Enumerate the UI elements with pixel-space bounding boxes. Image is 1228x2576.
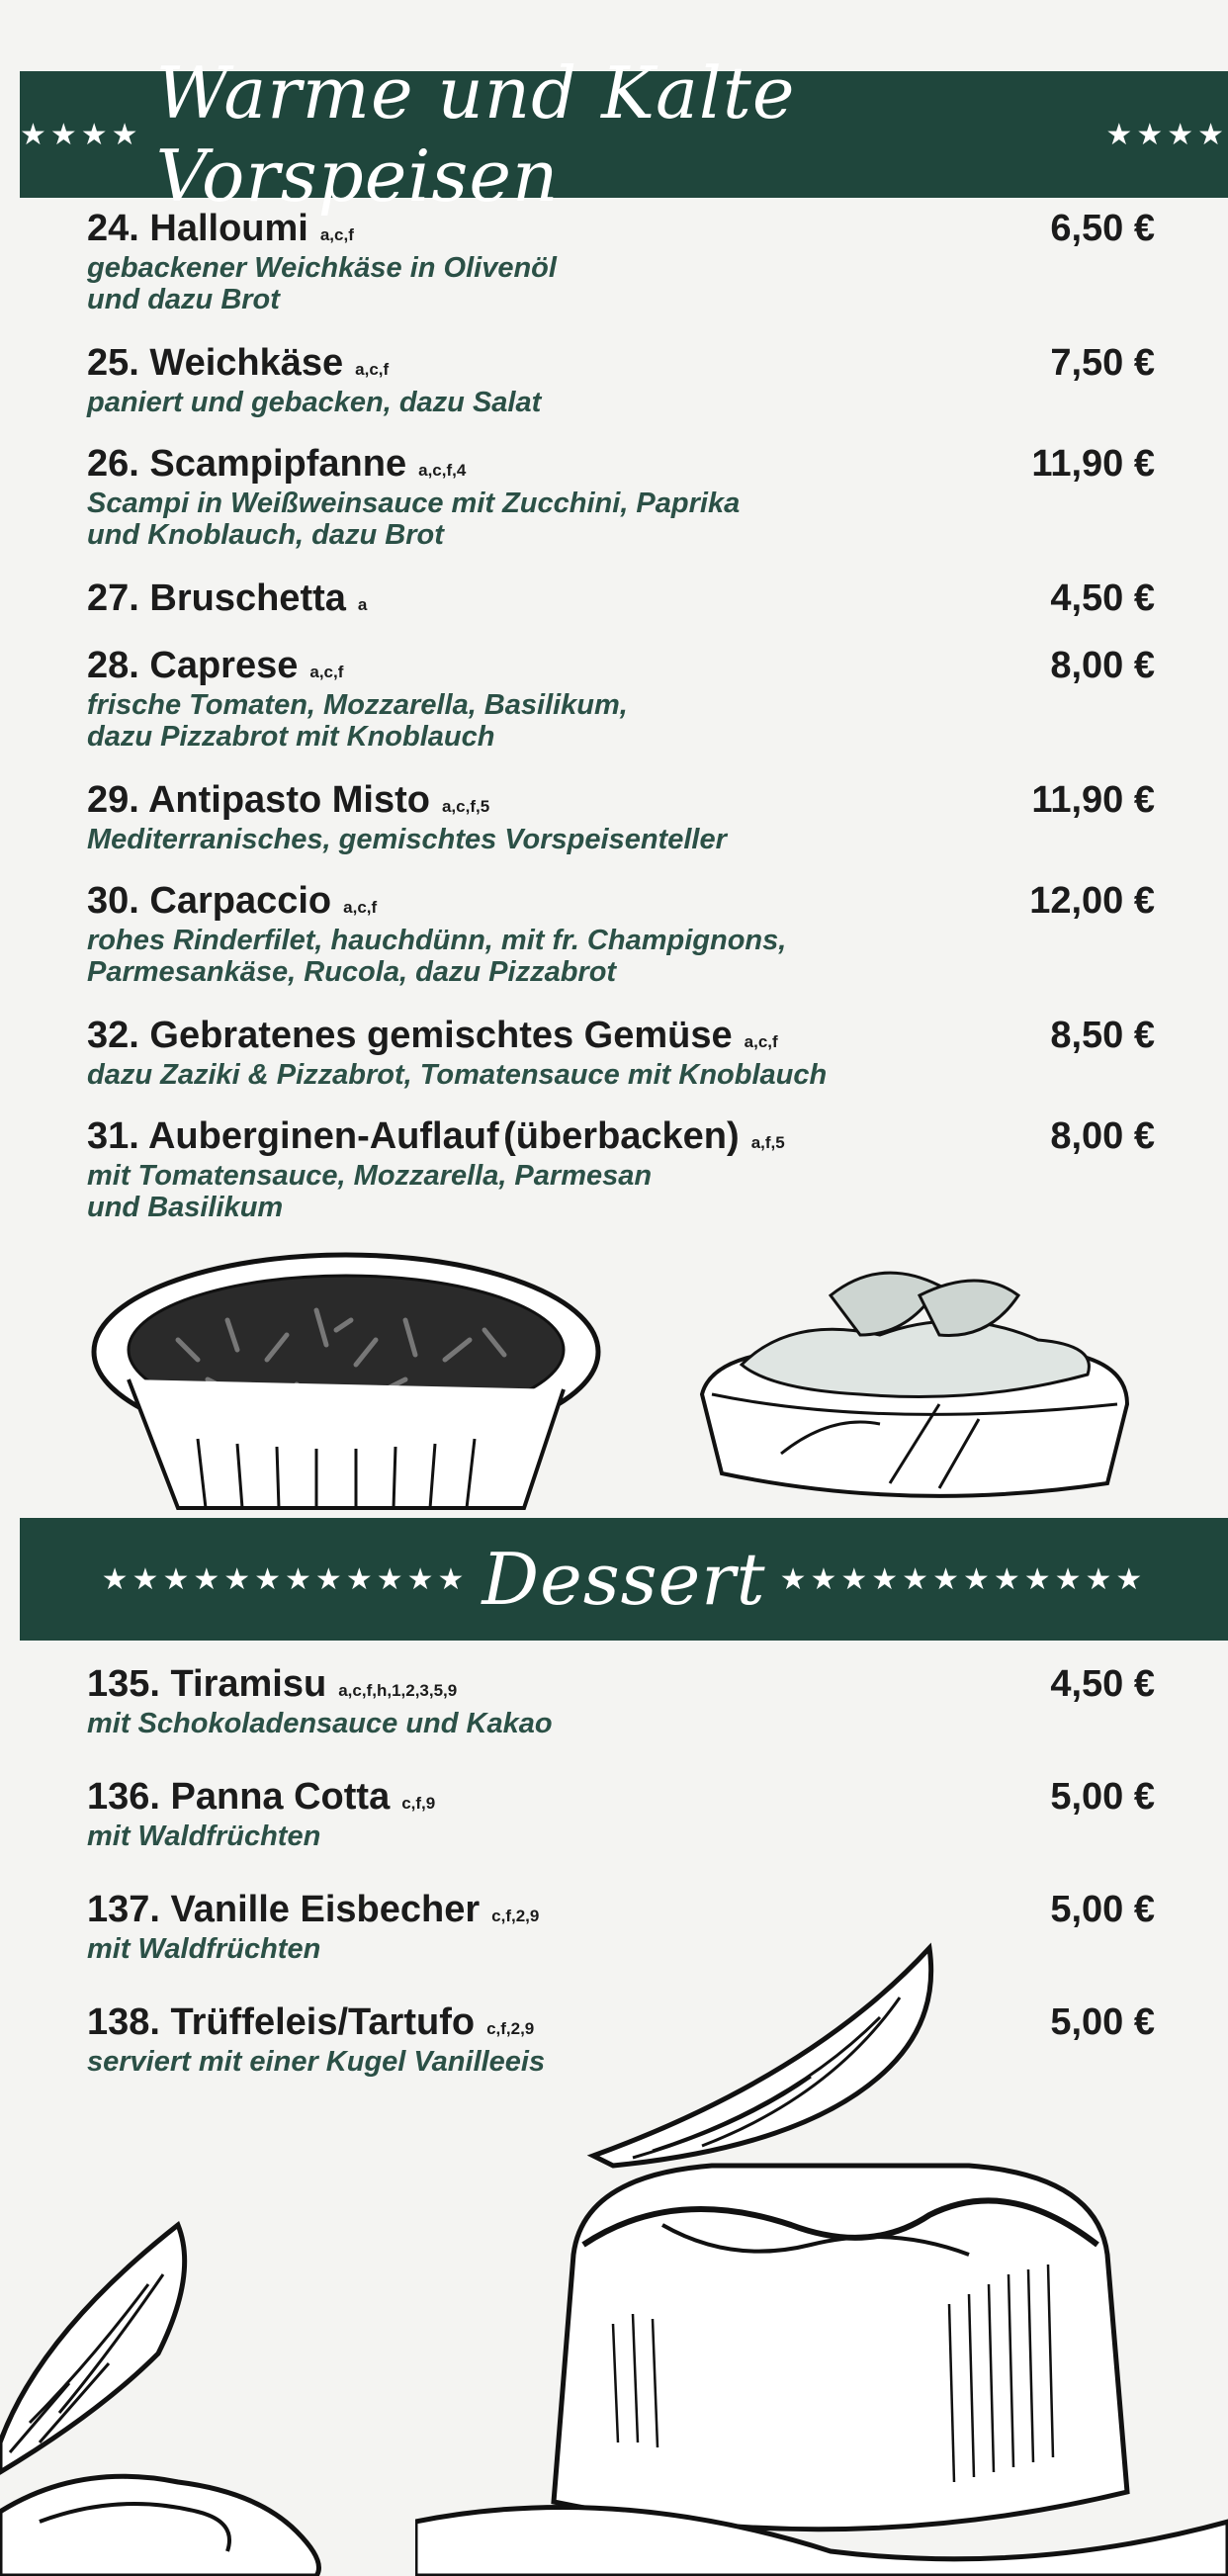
item-allergens: a,c,f — [744, 1032, 778, 1051]
item-description: Scampi in Weißweinsauce mit Zucchini, Paprika und Knoblauch, dazu Brot — [87, 488, 741, 551]
item-name: 136. Panna Cotta — [87, 1776, 391, 1818]
menu-item — [87, 880, 1155, 988]
item-allergens: c,f,2,9 — [491, 1907, 540, 1925]
item-price: 8,00 € — [1050, 1115, 1155, 1157]
item-price: 5,00 € — [1050, 1776, 1155, 1818]
menu-item — [87, 208, 1155, 315]
item-allergens: a — [357, 595, 368, 614]
menu-item — [87, 1776, 1155, 1852]
item-name: 135. Tiramisu — [87, 1663, 327, 1705]
section-banner-dessert — [20, 1518, 1228, 1641]
gratin-dish-illustration — [89, 1241, 603, 1518]
stars-right: ★★★★ — [1105, 118, 1228, 151]
panna-cotta-illustration — [415, 1928, 1228, 2576]
menu-item — [87, 1115, 1155, 1223]
menu-item — [87, 645, 1155, 753]
stars-left: ★★★★ — [20, 118, 142, 151]
menu-item — [87, 779, 1155, 855]
section-title: Dessert — [482, 1538, 766, 1621]
menu-item — [87, 577, 1155, 620]
item-description: dazu Zaziki & Pizzabrot, Tomatensauce mit Knoblauch — [87, 1059, 828, 1091]
item-description: Mediterranisches, gemischtes Vorspeisenteller — [87, 824, 727, 855]
item-name: 27. Bruschetta — [87, 577, 346, 619]
item-description: serviert mit einer Kugel Vanilleeis — [87, 2046, 546, 2078]
item-price: 5,00 € — [1050, 1889, 1155, 1930]
item-name: 137. Vanille Eisbecher — [87, 1889, 481, 1930]
item-name: 26. Scampipfanne — [87, 443, 407, 485]
item-name: 25. Weichkäse — [87, 342, 344, 384]
item-name: 32. Gebratenes gemischtes Gemüse — [87, 1015, 733, 1056]
item-allergens: a,c,f,h,1,2,3,5,9 — [338, 1681, 458, 1700]
item-name: 28. Caprese — [87, 645, 299, 686]
item-name: 138. Trüffeleis/Tartufo — [87, 2001, 476, 2043]
item-allergens: c,f,9 — [401, 1794, 436, 1813]
item-description: frische Tomaten, Mozzarella, Basilikum, dazu Pizzabrot mit Knoblauch — [87, 689, 628, 753]
item-price: 5,00 € — [1050, 2001, 1155, 2043]
item-allergens: c,f,2,9 — [486, 2019, 535, 2038]
item-name: 29. Antipasto Misto — [87, 779, 430, 821]
stars-left: ★★★★★★★★★★★★ — [101, 1562, 469, 1596]
menu-item — [87, 1663, 1155, 1739]
menu-item — [87, 342, 1155, 418]
dessert-illustration — [0, 2215, 415, 2576]
stars-right: ★★★★★★★★★★★★ — [779, 1562, 1147, 1596]
item-description: mit Schokoladensauce und Kakao — [87, 1708, 553, 1739]
item-description: paniert und gebacken, dazu Salat — [87, 387, 542, 418]
item-price: 6,50 € — [1050, 208, 1155, 249]
item-description: mit Tomatensauce, Mozzarella, Parmesan und Basilikum — [87, 1160, 653, 1223]
item-allergens: a,c,f — [343, 898, 378, 917]
section-banner-starters — [20, 51, 1228, 218]
item-price: 11,90 € — [1031, 779, 1155, 821]
item-allergens: a,c,f — [309, 663, 344, 681]
item-name-extra: (überbacken) — [503, 1115, 740, 1157]
item-price: 4,50 € — [1050, 1663, 1155, 1705]
item-description: rohes Rinderfilet, hauchdünn, mit fr. Champignons, Parmesankäse, Rucola, dazu Pizzabrot — [87, 925, 787, 988]
item-name: 30. Carpaccio — [87, 880, 332, 922]
menu-item — [87, 443, 1155, 551]
item-allergens: a,c,f,4 — [418, 461, 467, 480]
item-price: 12,00 € — [1029, 880, 1155, 922]
item-price: 8,50 € — [1050, 1015, 1155, 1056]
item-description: mit Waldfrüchten — [87, 1821, 321, 1852]
item-allergens: a,c,f,5 — [441, 797, 490, 816]
item-allergens: a,f,5 — [750, 1133, 785, 1152]
item-allergens: a,c,f — [355, 360, 390, 379]
item-price: 4,50 € — [1050, 577, 1155, 619]
item-price: 11,90 € — [1031, 443, 1155, 485]
item-name: 31. Auberginen-Auflauf — [87, 1115, 499, 1157]
bruschetta-illustration — [682, 1256, 1137, 1523]
item-price: 7,50 € — [1050, 342, 1155, 384]
item-allergens: a,c,f — [319, 225, 354, 244]
menu-item — [87, 1015, 1155, 1091]
item-name: 24. Halloumi — [87, 208, 308, 249]
item-description: gebackener Weichkäse in Olivenöl und dazu Brot — [87, 252, 557, 315]
item-price: 8,00 € — [1050, 645, 1155, 686]
item-description: mit Waldfrüchten — [87, 1933, 321, 1965]
section-title: Warme und Kalte Vorspeisen — [155, 51, 796, 218]
